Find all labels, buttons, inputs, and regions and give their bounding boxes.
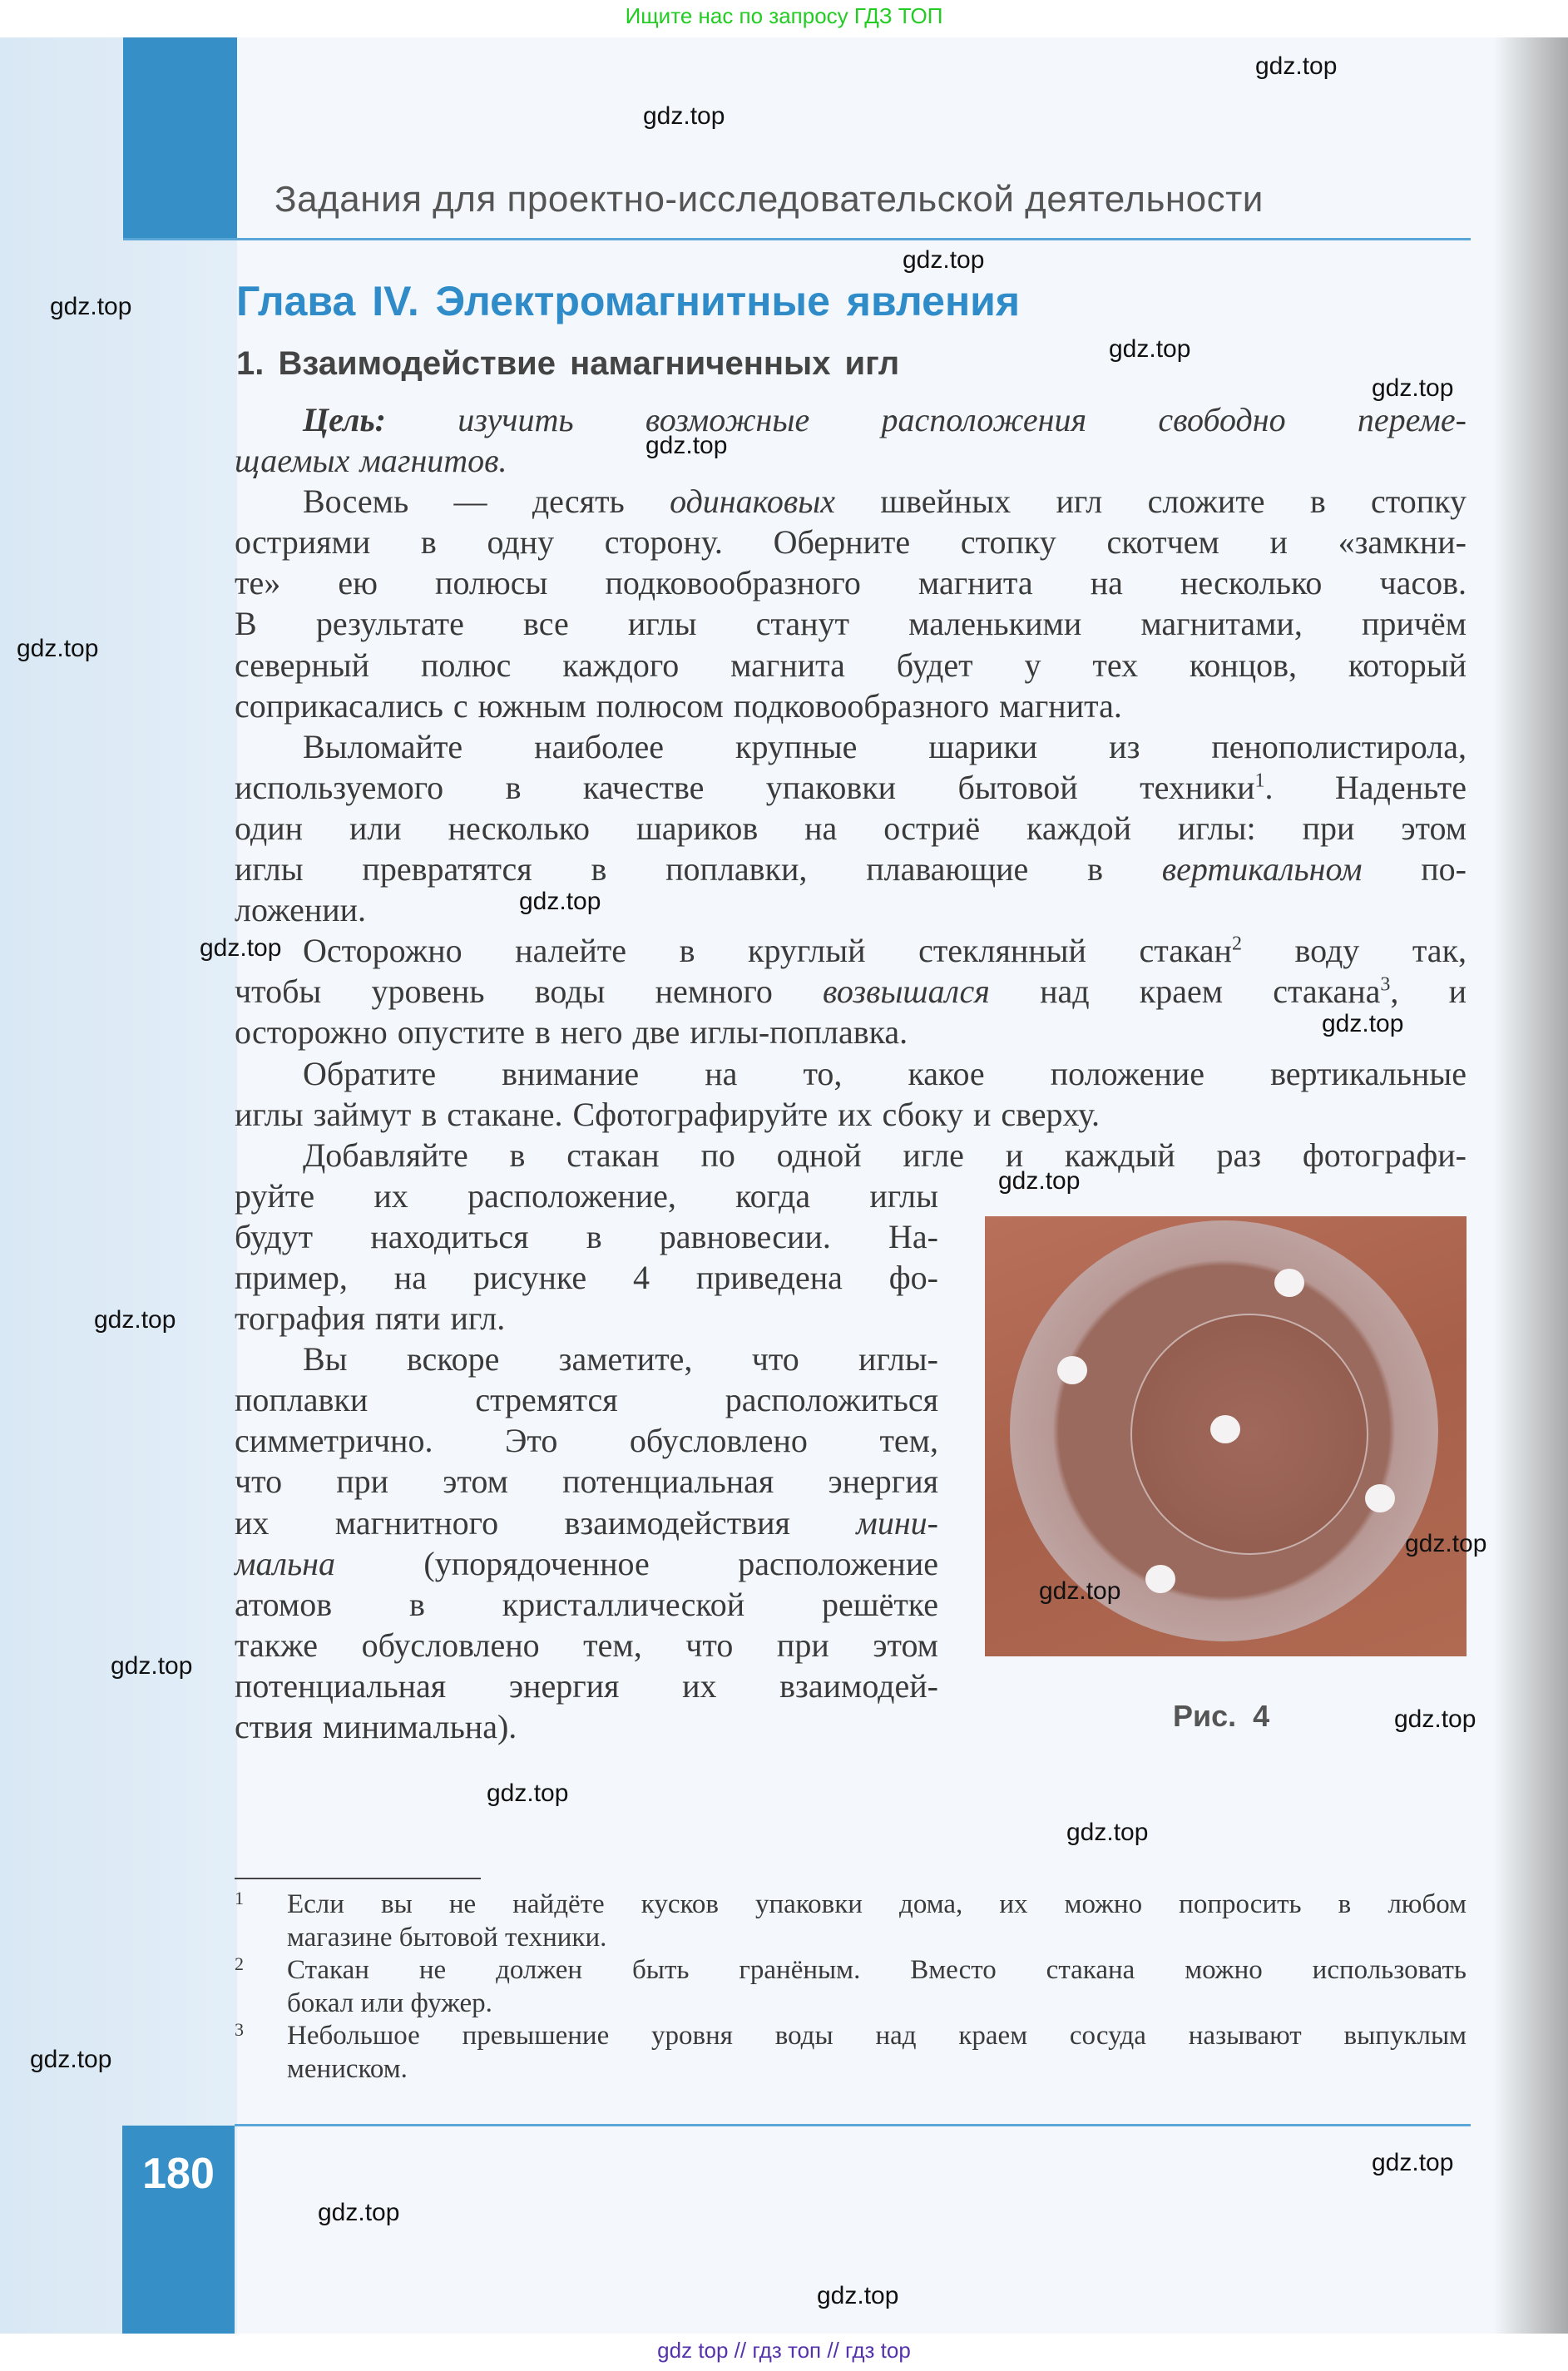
text-run: потенциальная энергия их взаимодей- xyxy=(235,1666,938,1705)
footnote-line: Небольшое превышение уровня воды над краем сосуда называют выпуклым xyxy=(287,2021,1467,2051)
watermark: gdz.top xyxy=(1109,335,1191,363)
text-line xyxy=(235,440,1467,481)
text-line xyxy=(235,1625,938,1666)
watermark: gdz.top xyxy=(1066,1819,1149,1846)
footnote-line: Если вы не найдёте кусков упаковки дома, их можно попросить в любом xyxy=(287,1889,1467,1919)
text-run: руйте их расположение, когда иглы xyxy=(235,1176,938,1215)
text-run: изучить возможные расположения свободно переме- xyxy=(386,401,1467,438)
footnote-line: Стакан не должен быть гранёным. Вместо стакана можно использовать xyxy=(287,1955,1467,1985)
watermark: gdz.top xyxy=(318,2199,400,2226)
watermark: gdz.top xyxy=(1405,1530,1487,1557)
text-run: Выломайте наиболее крупные шарики из пенополистирола, xyxy=(303,727,1467,765)
text-line xyxy=(235,1257,938,1298)
text-run: воду так, xyxy=(1241,932,1467,970)
section-title: 1. Взаимодействие намагниченных игл xyxy=(236,345,900,382)
float-needle xyxy=(1365,1484,1395,1512)
text-line xyxy=(235,889,1467,930)
header-accent-bar xyxy=(123,37,237,240)
text-line xyxy=(235,1543,938,1584)
text-run: ложении. xyxy=(235,891,367,929)
text-run: по- xyxy=(1362,850,1467,889)
watermark: gdz.top xyxy=(111,1652,193,1680)
text-line xyxy=(235,767,1467,808)
text-run: используемого в качестве упаковки бытовой техники xyxy=(235,768,1255,806)
text-line xyxy=(235,1420,938,1461)
text-run: Вы вскоре заметите, что иглы- xyxy=(303,1340,938,1379)
text-run: будут находиться в равновесии. На- xyxy=(235,1217,938,1255)
text-run: остриями в одну сторону. Оберните стопку скотчем и «замкни- xyxy=(235,523,1467,562)
bottom-banner: gdz top // гдз топ // гдз top xyxy=(657,2338,911,2363)
text-run: осторожно опустите в него две иглы-поплавка. xyxy=(235,1013,908,1052)
text-run: , и xyxy=(1390,973,1467,1011)
text-line xyxy=(235,686,1467,726)
watermark: gdz.top xyxy=(1255,52,1338,80)
watermark: gdz.top xyxy=(94,1306,176,1334)
text-run: одинаковых xyxy=(670,483,836,521)
text-run: Обратите внимание на то, какое положение вертикальные xyxy=(303,1054,1467,1092)
footnote-line: мениском. xyxy=(287,2053,408,2084)
footer-divider xyxy=(235,2124,1471,2126)
watermark: gdz.top xyxy=(1372,2149,1454,2176)
text-line xyxy=(235,1379,938,1420)
text-line xyxy=(235,1502,938,1543)
text-run: вертикальном xyxy=(1161,850,1363,889)
footnote xyxy=(235,1888,1467,1954)
text-run: ствия минимальна). xyxy=(235,1708,517,1745)
watermark: gdz.top xyxy=(646,432,728,459)
watermark: gdz.top xyxy=(487,1779,569,1807)
watermark: gdz.top xyxy=(1039,1577,1121,1605)
float-needle xyxy=(1210,1415,1240,1443)
glass-bottom xyxy=(1130,1314,1368,1555)
watermark: gdz.top xyxy=(200,934,282,962)
text-line xyxy=(235,481,1467,522)
text-line xyxy=(235,399,1467,440)
text-line xyxy=(235,1176,938,1216)
header-divider xyxy=(123,238,1471,240)
footnote-line: бокал или фужер. xyxy=(287,1987,492,2018)
text-run: их магнитного взаимодействия xyxy=(235,1503,857,1542)
float-needle xyxy=(1057,1356,1087,1384)
text-line xyxy=(235,603,1467,644)
text-line xyxy=(235,1135,1467,1176)
running-header: Задания для проектно-исследовательской деятельности xyxy=(275,179,1264,220)
text-run: атомов в кристаллической решётке xyxy=(235,1585,938,1623)
text-line xyxy=(235,1216,938,1257)
footnote-number: 3 xyxy=(235,2019,244,2040)
text-run: один или несколько шариков на остриё каждой иглы: при этом xyxy=(235,809,1467,847)
text-line xyxy=(235,971,1467,1012)
text-run: тография пяти игл. xyxy=(235,1299,506,1338)
watermark: gdz.top xyxy=(30,2046,112,2073)
footnote-ref: 3 xyxy=(1380,973,1391,996)
chapter-title: Глава IV. Электромагнитные явления xyxy=(236,278,1021,324)
text-line xyxy=(235,645,1467,686)
footnote-line: магазине бытовой техники. xyxy=(287,1922,607,1953)
text-run: мини- xyxy=(856,1503,938,1542)
watermark: gdz.top xyxy=(998,1167,1081,1195)
text-line xyxy=(235,522,1467,562)
text-run: чтобы уровень воды немного xyxy=(235,973,824,1011)
text-run: швейных игл сложите в стопку xyxy=(835,483,1467,521)
text-run: соприкасались с южным полюсом подковообразного магнита. xyxy=(235,686,1122,725)
footnote-number: 2 xyxy=(235,1953,244,1974)
text-run: В результате все иглы станут маленькими магнитами, причём xyxy=(235,605,1467,643)
text-line xyxy=(235,1094,1467,1135)
float-needle xyxy=(1274,1269,1304,1297)
text-run: северный полюс каждого магнита будет у тех концов, который xyxy=(235,646,1467,684)
text-line xyxy=(235,1461,938,1502)
watermark: gdz.top xyxy=(817,2282,899,2309)
text-line xyxy=(235,1706,938,1747)
footnote xyxy=(235,1954,1467,2020)
float-needle xyxy=(1145,1565,1175,1593)
text-run: . Наденьте xyxy=(1264,768,1467,806)
text-run: над краем стакана xyxy=(989,973,1381,1011)
text-line xyxy=(235,808,1467,849)
watermark: gdz.top xyxy=(50,293,132,320)
footnote xyxy=(235,2020,1467,2086)
left-margin-band xyxy=(0,37,237,2334)
top-banner: Ищите нас по запросу ГДЗ ТОП xyxy=(625,3,943,28)
footnote-number: 1 xyxy=(235,1888,244,1908)
text-run: симметрично. Это обусловлено тем, xyxy=(235,1422,938,1460)
text-line xyxy=(235,1298,938,1339)
text-run: возвышался xyxy=(823,973,990,1011)
watermark: gdz.top xyxy=(1394,1705,1476,1733)
text-line xyxy=(235,849,1467,889)
text-run: также обусловлено тем, что при этом xyxy=(235,1626,938,1664)
footnote-ref: 1 xyxy=(1254,770,1265,792)
text-run: щаемых магнитов. xyxy=(235,442,507,480)
page-fold-shadow xyxy=(1493,37,1568,2334)
text-line xyxy=(235,1012,1467,1052)
text-run: те» ею полюсы подковообразного магнита на несколько часов. xyxy=(235,564,1467,602)
watermark: gdz.top xyxy=(519,888,601,915)
text-line xyxy=(235,726,1467,767)
footnote-ref: 2 xyxy=(1231,933,1242,955)
text-run: иглы займут в стакане. Сфотографируйте их сбоку и сверху. xyxy=(235,1095,1101,1133)
page-number: 180 xyxy=(142,2150,215,2198)
watermark: gdz.top xyxy=(17,635,99,662)
text-line xyxy=(235,1339,938,1379)
text-run: мальна xyxy=(235,1544,336,1582)
text-run: что при этом потенциальная энергия xyxy=(235,1463,938,1501)
text-run: пример, на рисунке 4 приведена фо- xyxy=(235,1258,938,1296)
watermark: gdz.top xyxy=(903,246,985,274)
text-run: (упорядоченное расположение xyxy=(335,1544,938,1582)
text-run: Цель: xyxy=(303,401,386,438)
text-line xyxy=(235,1584,938,1625)
text-line xyxy=(235,1053,1467,1094)
text-line xyxy=(235,1666,938,1706)
text-run: иглы превратятся в поплавки, плавающие в xyxy=(235,850,1162,889)
text-run: Восемь — десять xyxy=(303,483,670,521)
watermark: gdz.top xyxy=(1372,374,1454,402)
watermark: gdz.top xyxy=(643,102,725,130)
footnote-divider xyxy=(235,1878,481,1879)
text-line xyxy=(235,562,1467,603)
figure-caption: Рис. 4 xyxy=(1173,1699,1270,1733)
text-run: Добавляйте в стакан по одной игле и каждый раз фотографи- xyxy=(303,1136,1467,1174)
text-run: поплавки стремятся расположиться xyxy=(235,1381,938,1419)
text-run: Осторожно налейте в круглый стеклянный стакан xyxy=(303,932,1232,970)
text-line xyxy=(235,930,1467,971)
watermark: gdz.top xyxy=(1322,1010,1404,1037)
